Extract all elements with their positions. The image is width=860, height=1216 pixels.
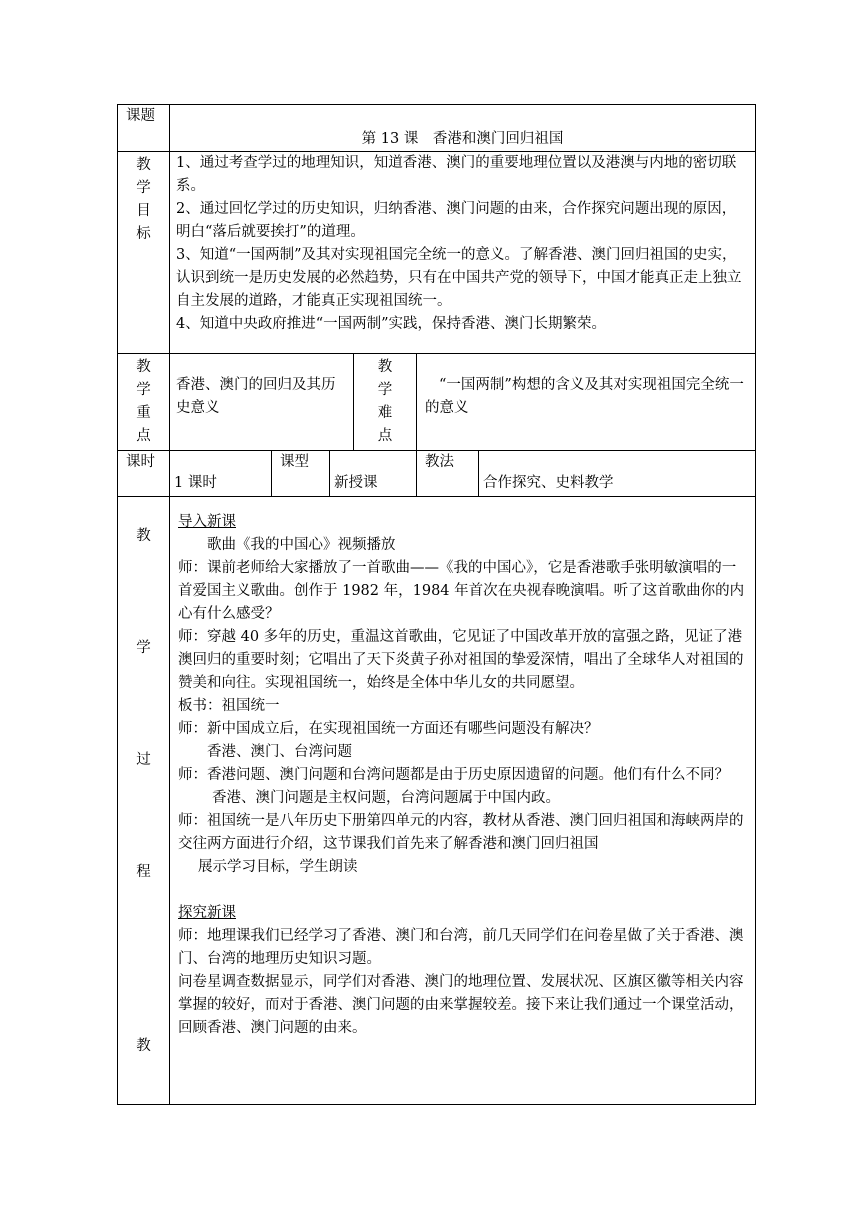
difficulties-label-char: 难 xyxy=(377,405,393,421)
hours-label: 课时 xyxy=(118,451,170,497)
process-line: 师：香港问题、澳门问题和台湾问题都是由于历史原因遗留的问题。他们有什么不同？ xyxy=(178,767,729,783)
lesson-title: 第 13 课 香港和澳门回归祖国 xyxy=(170,105,756,152)
key-points-text: 香港、澳门的回归及其历史意义 xyxy=(170,354,354,451)
goals-label xyxy=(118,152,170,354)
process-label xyxy=(118,497,170,1105)
method-label: 教法 xyxy=(417,451,479,497)
topic-label: 课题 xyxy=(118,105,170,152)
key-points-label-char: 学 xyxy=(136,382,151,398)
goals-content xyxy=(170,152,756,354)
meta-row xyxy=(118,451,756,497)
key-points-label-char: 教 xyxy=(136,359,151,375)
lesson-plan-table xyxy=(117,104,756,1105)
goals-label-char: 标 xyxy=(136,226,151,242)
key-points-label xyxy=(118,354,170,451)
points-row xyxy=(118,354,756,451)
explore-heading: 探究新课 xyxy=(178,905,236,921)
process-line: 师：穿越 40 多年的历史，重温这首歌曲，它见证了中国改革开放的富强之路，见证了港澳回归的重要时刻；它唱出了天下炎黄子孙对祖国的挚爱深情，唱出了全球华人对祖国的赞美和向往。实现祖国统一，始终是全体中华儿女的共同愿望。 xyxy=(178,629,744,691)
goals-label-char: 目 xyxy=(136,203,151,219)
process-line: 板书：祖国统一 xyxy=(178,698,280,714)
explore-line: 问卷星调查数据显示，同学们对香港、澳门的地理位置、发展状况、区旗区徽等相关内容掌握的较好，而对于香港、澳门问题的由来掌握较差。接下来让我们通过一个课堂活动，回顾香港、澳门问题的由来。 xyxy=(178,974,744,1036)
process-line: 歌曲《我的中国心》视频播放 xyxy=(207,537,396,553)
difficulties-text: “一国两制”构想的含义及其对实现祖国完全统一的意义 xyxy=(417,354,756,451)
explore-line: 师：地理课我们已经学习了香港、澳门和台湾，前几天同学们在问卷星做了关于香港、澳门、台湾的地理历史知识习题。 xyxy=(178,928,744,967)
process-label-char: 教 xyxy=(136,528,151,544)
process-label-char: 过 xyxy=(136,752,151,768)
key-points-label-char: 重 xyxy=(136,405,151,421)
type-label: 课型 xyxy=(272,451,330,497)
hours-value: 1 课时 xyxy=(170,451,272,497)
process-line: 师：新中国成立后，在实现祖国统一方面还有哪些问题没有解决？ xyxy=(178,721,599,737)
difficulties-label-char: 教 xyxy=(377,359,393,375)
goals-label-char: 教 xyxy=(136,157,151,173)
goal-item: 4、知道中央政府推进“一国两制”实践，保持香港、澳门长期繁荣。 xyxy=(176,316,607,332)
goals-row xyxy=(118,152,756,354)
spacer xyxy=(178,879,747,902)
goal-item: 2、通过回忆学过的历史知识，归纳香港、澳门问题的由来，合作探究问题出现的原因，明白“落后就要挨打”的道理。 xyxy=(176,201,737,240)
goal-item: 1、通过考查学过的地理知识，知道香港、澳门的重要地理位置以及港澳与内地的密切联系。 xyxy=(176,155,737,194)
process-line: 展示学习目标，学生朗读 xyxy=(198,859,358,875)
process-line: 香港、澳门问题是主权问题，台湾问题属于中国内政。 xyxy=(212,790,560,806)
type-value: 新授课 xyxy=(330,451,417,497)
process-row xyxy=(118,497,756,1105)
goal-item: 3、知道“一国两制”及其对实现祖国完全统一的意义。了解香港、澳门回归祖国的史实，认识到统一是历史发展的必然趋势，只有在中国共产党的领导下，中国才能真正走上独立自主发展的道路，才能真正实现祖国统一。 xyxy=(176,247,742,309)
intro-heading: 导入新课 xyxy=(178,514,236,530)
difficulties-label-char: 点 xyxy=(377,428,393,444)
process-label-char: 学 xyxy=(136,640,151,656)
difficulties-label xyxy=(354,354,417,451)
goals-label-char: 学 xyxy=(136,180,151,196)
process-label-char: 教 xyxy=(136,1038,151,1054)
key-points-label-char: 点 xyxy=(136,428,151,444)
difficulties-label-char: 学 xyxy=(377,382,393,398)
title-row xyxy=(118,105,756,152)
process-line: 师：祖国统一是八年历史下册第四单元的内容，教材从香港、澳门回归祖国和海峡两岸的交往两方面进行介绍，这节课我们首先来了解香港和澳门回归祖国 xyxy=(178,813,744,852)
process-content xyxy=(170,497,756,1105)
method-value: 合作探究、史料教学 xyxy=(479,451,756,497)
process-label-char: 程 xyxy=(136,864,151,880)
process-line: 师：课前老师给大家播放了一首歌曲——《我的中国心》，它是香港歌手张明敏演唱的一首爱国主义歌曲。创作于 1982 年，1984 年首次在央视春晚演唱。听了这首歌曲你的内心有什么感受？ xyxy=(178,560,745,622)
process-line: 香港、澳门、台湾问题 xyxy=(207,744,352,760)
